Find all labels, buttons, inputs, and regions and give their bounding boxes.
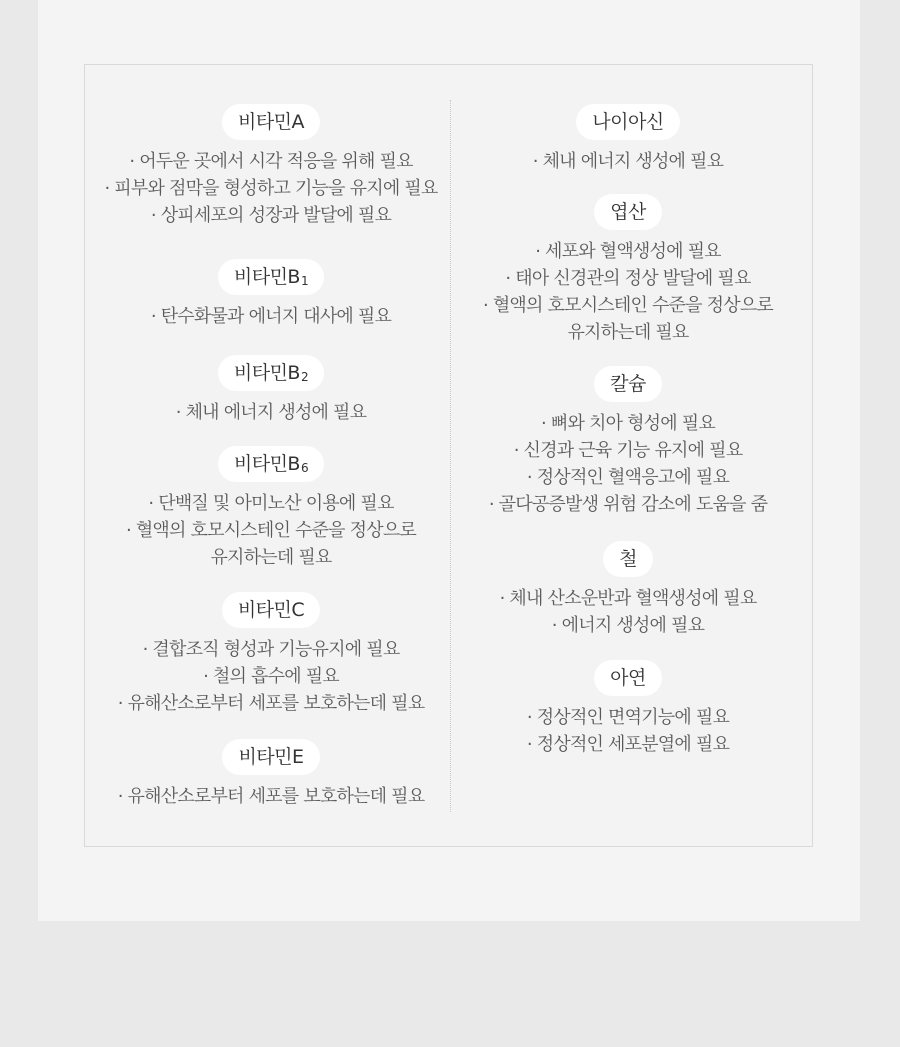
nutrient-item [81,446,461,571]
description-line: 유지하는데 필요 [210,547,332,568]
nutrient-name-badge [222,104,320,140]
description-line: · 혈액의 호모시스테인 수준을 정상으로 [125,520,416,541]
nutrient-description [438,410,818,518]
description-line: · 결합조직 형성과 기능유지에 필요 [142,639,400,660]
nutrient-name-badge [594,660,662,696]
nutrient-name-subscript: 6 [300,461,309,475]
nutrient-name-subscript: 1 [300,274,309,288]
nutrient-item [438,541,818,639]
nutrient-name-badge [218,355,324,391]
nutrient-item [81,592,461,717]
nutrient-name: 나이아신 [592,111,664,133]
description-line: 유지하는데 필요 [567,322,689,343]
nutrient-name-badge [222,739,319,775]
description-line: · 단백질 및 아미노산 이용에 필요 [148,493,394,514]
description-line: · 정상적인 세포분열에 필요 [526,734,730,755]
nutrient-description [81,399,461,426]
nutrient-description [438,704,818,758]
description-line: · 피부와 점막을 형성하고 기능을 유지에 필요 [104,178,438,199]
nutrient-name: 철 [619,548,637,570]
description-line: · 체내 에너지 생성에 필요 [175,402,367,423]
nutrient-name: 칼슘 [610,373,646,395]
nutrient-item [81,355,461,426]
nutrient-name-badge [603,541,653,577]
nutrient-name: 비타민C [237,599,305,621]
description-line: · 체내 산소운반과 혈액생성에 필요 [499,588,757,609]
nutrient-description [81,490,461,571]
nutrient-item [81,259,461,330]
description-line: · 골다공증발생 위험 감소에 도움을 줌 [488,494,768,515]
nutrient-name: 비타민B [233,362,300,384]
nutrient-name: 아연 [610,667,646,689]
nutrient-name-badge [218,446,324,482]
description-line: · 상피세포의 성장과 발달에 필요 [150,205,392,226]
nutrient-name-badge [576,104,679,140]
description-line: · 세포와 혈액생성에 필요 [535,241,721,262]
description-line: · 에너지 생성에 필요 [551,615,705,636]
description-line: · 정상적인 혈액응고에 필요 [526,467,730,488]
description-line: · 정상적인 면역기능에 필요 [526,707,730,728]
nutrient-name-subscript: 2 [300,370,309,384]
description-line: · 뼈와 치아 형성에 필요 [541,413,715,434]
nutrient-name-badge [222,592,320,628]
nutrient-name: 엽산 [610,201,646,223]
description-line: · 탄수화물과 에너지 대사에 필요 [150,306,392,327]
nutrient-description [438,585,818,639]
nutrient-description [438,148,818,175]
nutrient-description [81,783,461,810]
nutrient-item [81,104,461,229]
nutrient-description [438,238,818,346]
description-line: · 유해산소로부터 세포를 보호하는데 필요 [117,786,425,807]
nutrient-name: 비타민E [238,746,304,768]
nutrient-name: 비타민B [233,453,300,475]
description-line: · 체내 에너지 생성에 필요 [532,151,724,172]
nutrient-description [81,303,461,330]
description-line: · 혈액의 호모시스테인 수준을 정상으로 [482,295,773,316]
nutrient-name-badge [594,366,662,402]
description-line: · 유해산소로부터 세포를 보호하는데 필요 [117,693,425,714]
nutrient-item [438,104,818,175]
nutrient-item [81,739,461,810]
description-line: · 신경과 근육 기능 유지에 필요 [513,440,743,461]
description-line: · 철의 흡수에 필요 [203,666,339,687]
nutrient-name: 비타민A [237,111,305,133]
nutrient-name-badge [594,194,662,230]
nutrient-description [81,148,461,229]
nutrient-name-badge [218,259,324,295]
nutrient-item [438,660,818,758]
nutrient-item [438,194,818,346]
description-line: · 태아 신경관의 정상 발달에 필요 [505,268,751,289]
nutrient-name: 비타민B [233,266,300,288]
nutrient-item [438,366,818,518]
nutrient-description [81,636,461,717]
description-line: · 어두운 곳에서 시각 적응을 위해 필요 [129,151,413,172]
